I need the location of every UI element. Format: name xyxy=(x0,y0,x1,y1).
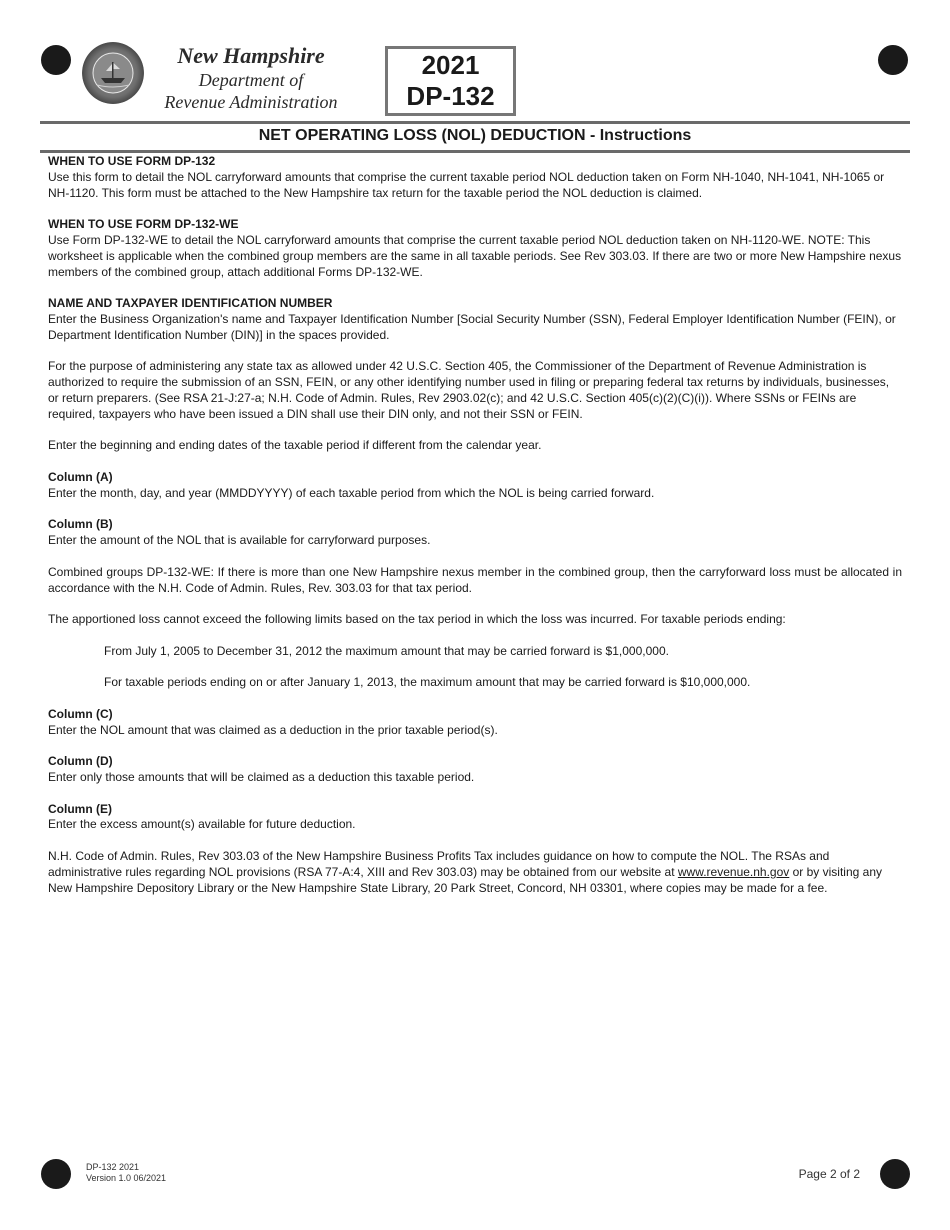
text-taxable-dates: Enter the beginning and ending dates of the taxable period if different from the calendar year. xyxy=(48,438,542,453)
heading-column-d: Column (D) xyxy=(48,754,113,769)
text-name-tin: Enter the Business Organization's name and Taxpayer Identification Number [Social Security Number (SSN), Federal Employer Identification Number (FEIN), or Department Identification Number (DIN)] in the spaces provided. xyxy=(48,311,896,342)
header-rule-bottom xyxy=(40,150,910,153)
heading-when-dp132we: WHEN TO USE FORM DP-132-WE xyxy=(48,217,239,232)
text-column-a: Enter the month, day, and year (MMDDYYYY) of each taxable period from which the NOL is being carried forward. xyxy=(48,485,655,500)
heading-column-e: Column (E) xyxy=(48,801,112,816)
form-year: 2021 xyxy=(421,50,480,80)
heading-when-dp132: WHEN TO USE FORM DP-132 xyxy=(48,154,216,168)
text-limit-2005-2012: From July 1, 2005 to December 31, 2012 the maximum amount that may be carried forward is $1,000,000. xyxy=(104,643,669,658)
instructions-body xyxy=(48,154,902,896)
department-line-2: Revenue Administration xyxy=(164,92,338,112)
text-ssn-purpose: For the purpose of administering any state tax as allowed under 42 U.S.C. Section 405, the Commissioner of the Department of Revenue Administration is authorized to require the submission of an SSN, FEIN, or any other identifying number used in filing or preparing federal tax returns by individuals, businesses, or return preparers. (See RSA 21-J:27-a; N.H. Code of Admin. Rules, Rev 2903.02(c); and 42 U.S.C. Section 405(c)(2)(C)(i)). Where SSNs or FEINs are required, taxpayers who have been issued a DIN shall use their DIN only, and not their SSN or FEIN. xyxy=(48,359,890,421)
registration-mark-bottom-left xyxy=(41,1159,71,1189)
revenue-website-link[interactable]: www.revenue.nh.gov xyxy=(677,864,790,879)
heading-name-tin: NAME AND TAXPAYER IDENTIFICATION NUMBER xyxy=(48,296,333,311)
registration-mark-top-left xyxy=(41,45,71,75)
form-id-box xyxy=(385,46,516,116)
page-title: NET OPERATING LOSS (NOL) DEDUCTION - Instructions xyxy=(258,127,692,144)
text-column-d: Enter only those amounts that will be claimed as a deduction this taxable period. xyxy=(48,770,475,785)
agency-name xyxy=(146,43,356,113)
header-rule-top xyxy=(40,121,910,124)
state-name: New Hampshire xyxy=(177,43,325,68)
text-limit-2013: For taxable periods ending on or after January 1, 2013, the maximum amount that may be carried forward is $10,000,000. xyxy=(104,675,751,690)
registration-mark-bottom-right xyxy=(880,1159,910,1189)
admin-rules-after: or by visiting any New Hampshire Depository Library or the New Hampshire State Library, 20 Park Street, Concord, NH 03301, where copies may be made for a fee. xyxy=(48,864,882,895)
admin-rules-before: N.H. Code of Admin. Rules, Rev 303.03 of the New Hampshire Business Profits Tax includes guidance on how to compute the NOL. The RSAs and administrative rules regarding NOL provisions (RSA 77-A:4, XIII and Rev 303.03) may be obtained from our website at xyxy=(48,849,830,879)
heading-column-a: Column (A) xyxy=(48,469,113,484)
footer-form-code: DP-132 2021 xyxy=(86,1162,140,1172)
text-when-dp132: Use this form to detail the NOL carryforward amounts that comprise the current taxable period NOL deduction taken on Form NH-1040, NH-1041, NH-1065 or NH-1120. This form must be attached to the New Hampshire tax return for the taxable period the NOL deduction is claimed. xyxy=(48,169,885,200)
text-column-c: Enter the NOL amount that was claimed as a deduction in the prior taxable period(s). xyxy=(48,722,498,737)
text-combined-groups: Combined groups DP-132-WE: If there is more than one New Hampshire nexus member in the combined group, then the carryforward loss must be allocated in accordance with the N.H. Code of Admin. Rules, Rev. 303.03 for that tax period. xyxy=(48,564,902,595)
text-column-b: Enter the amount of the NOL that is available for carryforward purposes. xyxy=(48,533,431,548)
registration-mark-top-right xyxy=(878,45,908,75)
text-admin-rules xyxy=(48,849,902,896)
form-number: DP-132 xyxy=(406,81,495,111)
heading-column-c: Column (C) xyxy=(48,706,113,721)
heading-column-b: Column (B) xyxy=(48,517,113,532)
text-limits-intro: The apportioned loss cannot exceed the following limits based on the tax period in which the loss was incurred. For taxable periods ending: xyxy=(48,612,786,627)
text-column-e: Enter the excess amount(s) available for future deduction. xyxy=(48,817,356,832)
footer-version: Version 1.0 06/2021 xyxy=(86,1173,167,1183)
text-when-dp132we: Use Form DP-132-WE to detail the NOL carryforward amounts that comprise the current taxable period NOL deduction taken on NH-1120-WE. NOTE: This worksheet is applicable when the combined group members are the same in all taxable periods. See Rev 303.03. If there are two or more New Hampshire nexus members of the combined group, attach additional Forms DP-132-WE. xyxy=(48,232,902,279)
department-line-1: Department of xyxy=(198,70,304,90)
page-number: Page 2 of 2 xyxy=(798,1167,860,1181)
state-seal-icon xyxy=(82,42,144,104)
footer-version-info xyxy=(86,1162,166,1184)
